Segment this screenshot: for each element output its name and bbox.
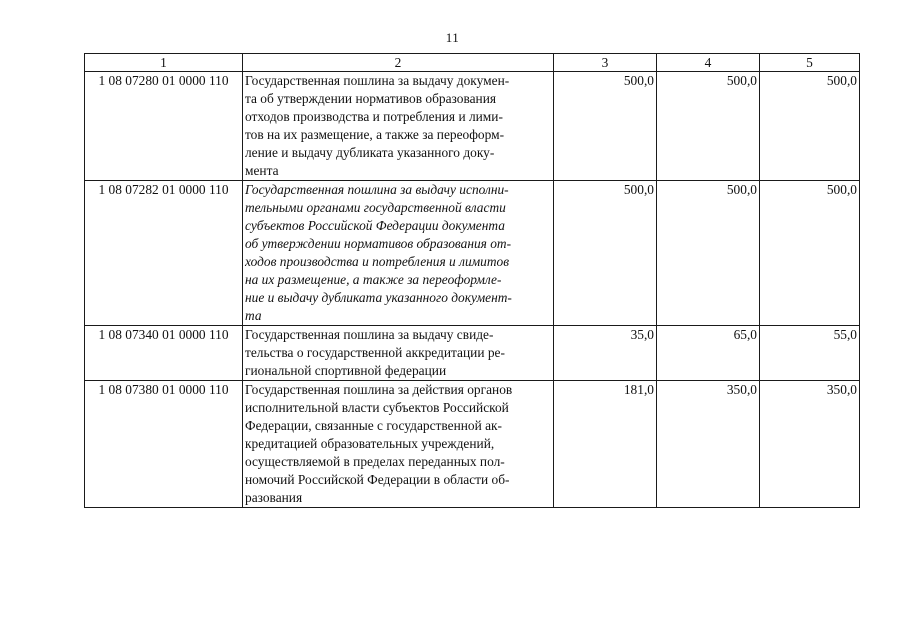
amount-col-5: 55,0 — [760, 326, 860, 381]
amount-col-4: 500,0 — [657, 181, 760, 326]
amount-col-4: 500,0 — [657, 72, 760, 181]
description-line: ние и выдачу дубликата указанного документ- — [245, 290, 512, 305]
header-col-5: 5 — [760, 54, 860, 72]
fee-description — [243, 181, 554, 326]
page-number: 11 — [445, 30, 460, 45]
amount-col-4: 350,0 — [657, 381, 760, 508]
description-line: Государственная пошлина за выдачу свиде- — [245, 327, 494, 342]
table-row — [85, 181, 860, 326]
description-line: Федерации, связанные с государственной ак- — [245, 418, 503, 433]
fee-description — [243, 72, 554, 181]
budget-table — [84, 53, 860, 508]
description-line: отходов производства и потребления и лими- — [245, 109, 503, 124]
amount-col-5: 500,0 — [760, 72, 860, 181]
amount-col-3: 35,0 — [554, 326, 657, 381]
description-line: кредитацией образовательных учреждений, — [245, 436, 495, 451]
header-col-3: 3 — [554, 54, 657, 72]
description-line: субъектов Российской Федерации документа — [245, 218, 505, 233]
description-line: номочий Российской Федерации в области об- — [245, 472, 510, 487]
description-line: исполнительной власти субъектов Российской — [245, 400, 509, 415]
description-line: та — [245, 308, 262, 323]
budget-code: 1 08 07380 01 0000 110 — [85, 381, 243, 508]
header-col-4: 4 — [657, 54, 760, 72]
description-line: мента — [245, 163, 279, 178]
header-col-2: 2 — [243, 54, 554, 72]
amount-col-3: 181,0 — [554, 381, 657, 508]
fee-description — [243, 381, 554, 508]
description-line: тельными органами государственной власти — [245, 200, 506, 215]
table-row — [85, 326, 860, 381]
description-line: гиональной спортивной федерации — [245, 363, 447, 378]
description-line: Государственная пошлина за действия органов — [245, 382, 513, 397]
description-line: осуществляемой в пределах переданных пол- — [245, 454, 505, 469]
amount-col-5: 500,0 — [760, 181, 860, 326]
description-line: ходов производства и потребления и лимитов — [245, 254, 510, 269]
header-col-1: 1 — [85, 54, 243, 72]
amount-col-4: 65,0 — [657, 326, 760, 381]
description-line: об утверждении нормативов образования от- — [245, 236, 512, 251]
budget-code: 1 08 07280 01 0000 110 — [85, 72, 243, 181]
budget-code: 1 08 07282 01 0000 110 — [85, 181, 243, 326]
amount-col-3: 500,0 — [554, 72, 657, 181]
description-line: разования — [245, 490, 303, 505]
description-line: на их размещение, а также за переоформле- — [245, 272, 502, 287]
description-line: та об утверждении нормативов образования — [245, 91, 497, 106]
description-line: Государственная пошлина за выдачу исполни- — [245, 182, 509, 197]
amount-col-5: 350,0 — [760, 381, 860, 508]
description-line: ление и выдачу дубликата указанного доку- — [245, 145, 495, 160]
description-line: Государственная пошлина за выдачу докумен- — [245, 73, 510, 88]
header-row — [85, 54, 860, 72]
description-line: тельства о государственной аккредитации ре- — [245, 345, 505, 360]
fee-description — [243, 326, 554, 381]
table-row — [85, 381, 860, 508]
description-line: тов на их размещение, а также за переоформ- — [245, 127, 505, 142]
table-row — [85, 72, 860, 181]
budget-code: 1 08 07340 01 0000 110 — [85, 326, 243, 381]
amount-col-3: 500,0 — [554, 181, 657, 326]
